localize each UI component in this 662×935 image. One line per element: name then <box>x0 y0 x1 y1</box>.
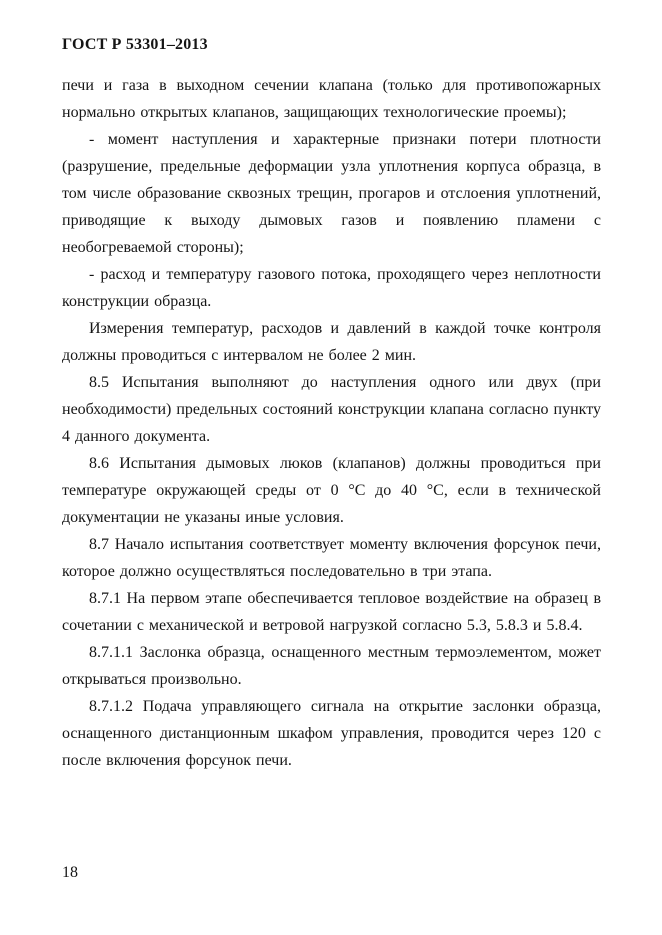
paragraph: Измерения температур, расходов и давлений в каждой точке контроля должны проводиться с интервалом не более 2 мин. <box>62 320 601 364</box>
paragraph: 8.7.1.2 Подача управляющего сигнала на открытие заслонки образца, оснащенного дистанционным шкафом управления, проводится через 120 с после включения форсунок печи. <box>62 698 601 769</box>
page-number: 18 <box>62 864 78 881</box>
paragraph: 8.6 Испытания дымовых люков (клапанов) должны проводиться при температуре окружающей среды от 0 °С до 40 °С, если в технической документации не указаны иные условия. <box>62 455 601 526</box>
paragraph: 8.7 Начало испытания соответствует моменту включения форсунок печи, которое должно осуществляться последовательно в три этапа. <box>62 536 601 580</box>
paragraph: - момент наступления и характерные признаки потери плотности (разрушение, предельные деформации узла уплотнения корпуса образца, в том числе образование сквозных трещин, прогаров и отслоения уплотнений, приводящие к выходу дымовых газов и появлению пламени с необогреваемой стороны); <box>62 131 601 256</box>
paragraph: 8.7.1 На первом этапе обеспечивается тепловое воздействие на образец в сочетании с механической и ветровой нагрузкой согласно 5.3, 5.8.3 и 5.8.4. <box>62 590 601 634</box>
paragraph: печи и газа в выходном сечении клапана (только для противопожарных нормально открытых клапанов, защищающих технологические проемы); <box>62 77 601 121</box>
paragraph: 8.5 Испытания выполняют до наступления одного или двух (при необходимости) предельных состояний конструкции клапана согласно пункту 4 данного документа. <box>62 374 601 445</box>
document-standard-code: ГОСТ Р 53301–2013 <box>62 36 208 53</box>
document-body-text <box>62 72 601 774</box>
paragraph: - расход и температуру газового потока, проходящего через неплотности конструкции образца. <box>62 266 601 310</box>
paragraph: 8.7.1.1 Заслонка образца, оснащенного местным термоэлементом, может открываться произвольно. <box>62 644 601 688</box>
